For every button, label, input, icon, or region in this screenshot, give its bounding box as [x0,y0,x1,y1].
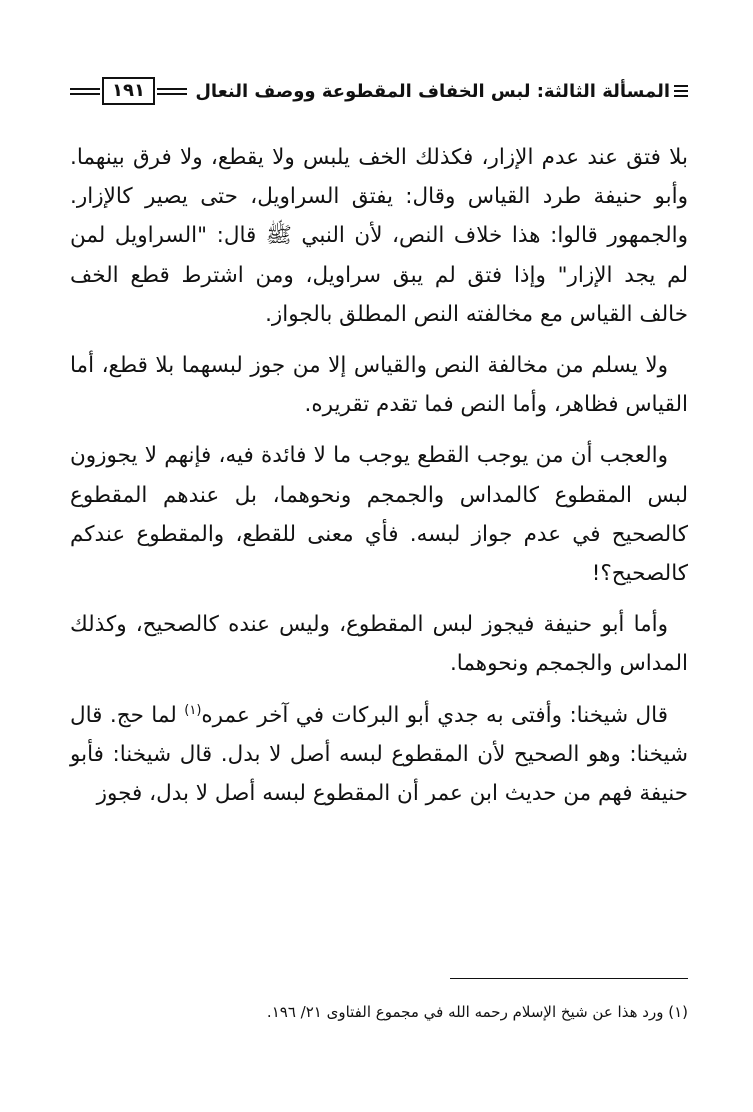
footnote: (١) ورد هذا عن شيخ الإسلام رحمه الله في مجموع الفتاوى ٢١/ ١٩٦. [266,1003,688,1021]
paragraph: بلا فتق عند عدم الإزار، فكذلك الخف يلبس ولا يقطع، ولا فرق بينهما. وأبو حنيفة طرد القياس وقال: يفتق السراويل، حتى يصير كالإزار. والجمهور قالوا: هذا خلاف النص، لأن النبي ﷺ قال: "السراويل لمن لم يجد الإزار" وإذا فتق لم يبق سراويل، ومن اشترط قطع الخف خالف القياس مع مخالفته النص المطلق بالجواز. [70,145,688,327]
paragraph-text-start: قال شيخنا: وأفتى به جدي أبو البركات في آخر عمره [201,702,668,728]
paragraph: ولا يسلم من مخالفة النص والقياس إلا من جوز لبسهما بلا قطع، أما القياس فظاهر، وأما النص فما تقدم تقريره. [70,353,688,418]
running-header [70,76,688,106]
paragraph: والعجب أن من يوجب القطع يوجب ما لا فائدة فيه، فإنهم لا يجوزون لبس المقطوع كالمداس والجمجم ونحوهما، بل عندهم المقطوع كالصحيح في عدم جواز لبسه. فأي معنى للقطع، والمقطوع عندكم كالصحيح؟! [70,443,688,587]
paragraph-text-end: لما حج. قال شيخنا: وهو الصحيح لأن المقطوع لبسه أصل لا بدل. قال شيخنا: فأبو حنيفة فهم من حديث ابن عمر أن المقطوع لبسه أصل لا بدل، فجوز [70,702,688,807]
footnote-reference[interactable]: (١) [184,702,202,718]
header-rule [157,88,187,95]
footnote-separator [450,978,688,979]
paragraph-with-footnote [70,696,688,814]
paragraph: وأما أبو حنيفة فيجوز لبس المقطوع، وليس عنده كالصحيح، وكذلك المداس والجمجم ونحوهما. [70,612,688,677]
main-text [70,138,688,825]
chapter-title: المسألة الثالثة: لبس الخفاف المقطوعة ووصف النعال [195,80,670,102]
page-number: ١٩١ [102,77,155,105]
header-ornament-right [674,85,688,97]
header-rule-left [70,88,100,95]
